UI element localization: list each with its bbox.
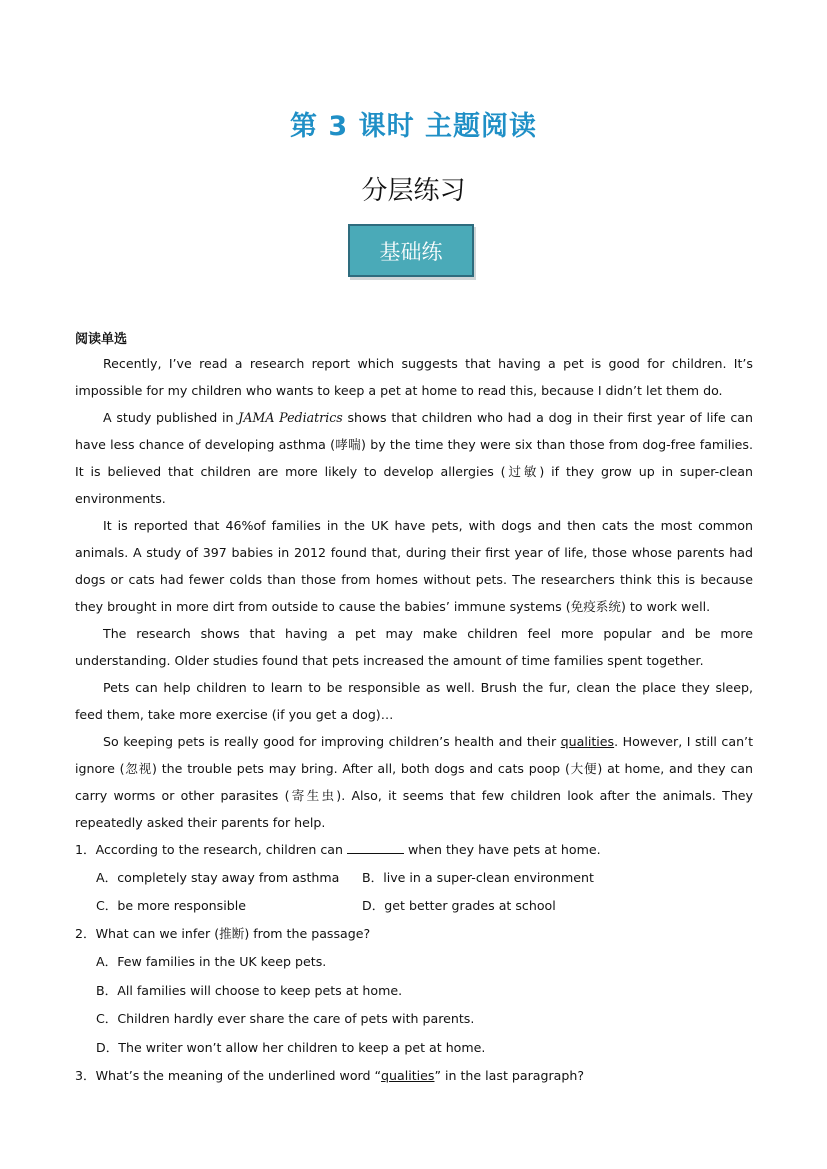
underlined-word: qualities	[560, 734, 615, 749]
option-row	[75, 892, 753, 920]
question-stem-a: According to the research, children can	[95, 842, 343, 857]
option-row	[75, 864, 753, 892]
option-b[interactable]: B．live in a super-clean environment	[362, 870, 594, 885]
page-subtitle: 分层练习	[361, 176, 466, 206]
paragraph-2-text-b: shows that children who had a dog in their first year of life can have less chance of developing asthma (哮喘) by the time they were six than those from dog-free families. It is believed that children are more likely to develop allergies (过敏) if they grow up in super-clean environments.	[75, 410, 753, 506]
passage-paragraph-3: It is reported that 46%of families in the UK have pets, with dogs and then cats the most common animals. A study of 397 babies in 2012 found that, during their first year of life, those whose parents had dogs or cats had fewer colds than those from homes without pets. The researchers think this is because they brought in more dirt from outside to cause the babies’ immune systems (免疫系统) to work well.	[75, 518, 753, 614]
question-stem: What can we infer (推断) from the passage?	[95, 926, 371, 941]
option-a[interactable]: A．completely stay away from asthma	[96, 870, 340, 885]
option-c[interactable]: C．be more responsible	[96, 898, 246, 913]
passage-paragraph-2	[75, 404, 753, 512]
question-2	[75, 920, 753, 948]
paragraph-6-text-a: So keeping pets is really good for improving children’s health and their	[103, 734, 561, 749]
question-stem-b: when they have pets at home.	[407, 842, 601, 857]
underlined-word: qualities	[381, 1068, 435, 1083]
passage-paragraph-6	[75, 728, 753, 836]
option-a[interactable]: A．Few families in the UK keep pets.	[96, 954, 327, 969]
question-number: 2．	[75, 926, 96, 941]
option-c[interactable]: C．Children hardly ever share the care of pets with parents.	[96, 1011, 475, 1026]
question-stem-a: What’s the meaning of the underlined word “	[95, 1068, 382, 1083]
journal-name: JAMA Pediatrics	[238, 410, 343, 425]
option-d[interactable]: D．The writer won’t allow her children to keep a pet at home.	[96, 1039, 486, 1055]
paragraph-6-text-b: . However, I still can’t ignore (忽视) the trouble pets may bring. After all, both dogs and cats poop (大便) at home, and they can carry worms or other parasites (寄生虫). Also, it seems that few children look after the animals. They repeatedly asked their parents for help.	[75, 734, 754, 830]
option-b[interactable]: B．All families will choose to keep pets at home.	[96, 982, 403, 998]
question-1	[75, 836, 753, 864]
section-heading: 阅读单选	[75, 332, 128, 347]
level-badge-label: 基础练	[379, 239, 443, 264]
option-d[interactable]: D．get better grades at school	[362, 898, 556, 913]
passage-paragraph-1: Recently, I’ve read a research report which suggests that having a pet is good for children. It’s impossible for my children who wants to keep a pet at home to read this, because I didn’t let them do.	[75, 356, 753, 398]
passage-paragraph-4: The research shows that having a pet may make children feel more popular and be more understanding. Older studies found that pets increased the amount of time families spent together.	[75, 626, 753, 668]
answer-blank	[347, 841, 404, 854]
page-title: 第 3 课时 主题阅读	[290, 111, 537, 142]
level-badge	[348, 224, 474, 277]
paragraph-2-text-a: A study published in	[103, 410, 239, 425]
question-stem-b: ” in the last paragraph?	[434, 1068, 585, 1083]
passage-paragraph-5: Pets can help children to learn to be responsible as well. Brush the fur, clean the place they sleep, feed them, take more exercise (if you get a dog)…	[75, 680, 753, 722]
question-number: 3．	[75, 1068, 96, 1083]
question-number: 1．	[75, 842, 96, 857]
question-3	[75, 1062, 753, 1090]
document-body	[75, 330, 753, 1090]
